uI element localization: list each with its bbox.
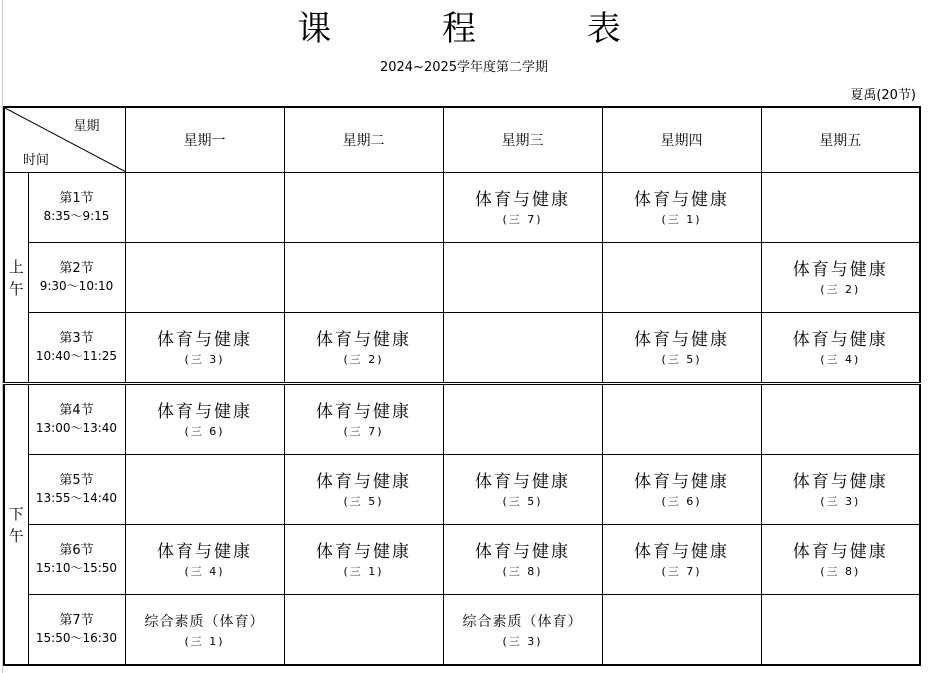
day-header-thu: 星期四 xyxy=(602,107,761,173)
period-label-cell xyxy=(28,455,125,525)
class-cell-thu xyxy=(602,313,761,384)
half-day-char: 上 xyxy=(8,257,24,276)
class-room: (三 1) xyxy=(661,212,702,226)
class-room: (三 5) xyxy=(661,352,702,366)
class-cell-wed xyxy=(443,173,602,243)
period-row xyxy=(4,173,920,243)
course-name: 体育与健康 xyxy=(792,329,888,350)
class-cell-wed xyxy=(443,595,602,666)
period-label-cell xyxy=(28,525,125,595)
class-cell-fri xyxy=(761,313,920,384)
period-row xyxy=(4,243,920,313)
class-cell-mon xyxy=(125,313,284,384)
period-name: 第4节 xyxy=(59,403,94,418)
class-room: (三 7) xyxy=(661,564,702,578)
period-name: 第7节 xyxy=(59,613,94,628)
course-name: 体育与健康 xyxy=(316,329,411,350)
period-name: 第2节 xyxy=(59,261,94,276)
period-row xyxy=(4,595,920,666)
course-name: 体育与健康 xyxy=(792,471,888,492)
class-cell-tue xyxy=(284,243,443,313)
class-room: (三 2) xyxy=(820,282,861,296)
period-row xyxy=(4,455,920,525)
corner-header-cell xyxy=(4,107,125,173)
period-name: 第6节 xyxy=(59,543,94,558)
class-room: (三 8) xyxy=(502,564,543,578)
class-cell-wed xyxy=(443,455,602,525)
page-title: 课 程 表 xyxy=(297,9,671,49)
period-time: 15:50～16:30 xyxy=(35,631,118,645)
course-name: 体育与健康 xyxy=(316,401,411,422)
class-cell-fri xyxy=(761,595,920,666)
period-row xyxy=(4,525,920,595)
course-name: 体育与健康 xyxy=(157,401,252,422)
class-room: (三 3) xyxy=(820,494,861,508)
class-cell-tue xyxy=(284,525,443,595)
course-name: 体育与健康 xyxy=(634,189,729,210)
class-room: (三 5) xyxy=(343,494,384,508)
period-time: 15:10～15:50 xyxy=(35,561,118,575)
class-room: (三 1) xyxy=(343,564,384,578)
class-cell-mon xyxy=(125,525,284,595)
class-cell-fri xyxy=(761,173,920,243)
period-label-cell xyxy=(28,243,125,313)
class-cell-tue xyxy=(284,595,443,666)
class-room: (三 6) xyxy=(184,424,225,438)
semester-subtitle: 2024~2025学年度第二学期 xyxy=(379,60,549,75)
period-name: 第3节 xyxy=(59,331,94,346)
afternoon-label xyxy=(4,384,28,666)
course-name: 综合素质（体育） xyxy=(462,613,583,630)
day-header-tue: 星期二 xyxy=(284,107,443,173)
course-name: 体育与健康 xyxy=(634,471,729,492)
course-name: 体育与健康 xyxy=(792,541,888,562)
half-day-char: 午 xyxy=(8,526,24,545)
class-cell-thu xyxy=(602,525,761,595)
class-cell-wed xyxy=(443,384,602,455)
period-time: 10:40～11:25 xyxy=(35,349,118,363)
class-cell-wed xyxy=(443,243,602,313)
class-cell-tue xyxy=(284,313,443,384)
class-cell-mon xyxy=(125,455,284,525)
class-cell-tue xyxy=(284,384,443,455)
class-cell-fri xyxy=(761,384,920,455)
class-cell-wed xyxy=(443,525,602,595)
class-room: (三 2) xyxy=(343,352,384,366)
day-header-mon: 星期一 xyxy=(125,107,284,173)
class-cell-fri xyxy=(761,455,920,525)
class-room: (三 6) xyxy=(661,494,702,508)
course-name: 体育与健康 xyxy=(157,541,252,562)
period-label-cell xyxy=(28,384,125,455)
class-room: (三 4) xyxy=(820,352,861,366)
class-cell-thu xyxy=(602,595,761,666)
schedule-table xyxy=(3,106,921,666)
class-cell-mon xyxy=(125,243,284,313)
class-room: (三 3) xyxy=(184,352,225,366)
class-room: (三 3) xyxy=(502,634,543,648)
course-name: 体育与健康 xyxy=(634,329,729,350)
day-header-wed: 星期三 xyxy=(443,107,602,173)
course-name: 综合素质（体育） xyxy=(144,613,265,630)
class-cell-thu xyxy=(602,243,761,313)
period-label-cell xyxy=(28,595,125,666)
class-cell-tue xyxy=(284,173,443,243)
period-time: 9:30～10:10 xyxy=(39,279,114,293)
course-name: 体育与健康 xyxy=(475,189,570,210)
class-cell-mon xyxy=(125,384,284,455)
class-room: (三 7) xyxy=(502,212,543,226)
course-name: 体育与健康 xyxy=(316,541,411,562)
period-name: 第1节 xyxy=(59,191,94,206)
period-label-cell xyxy=(28,173,125,243)
corner-time-label: 时间 xyxy=(23,153,50,168)
course-name: 体育与健康 xyxy=(634,541,729,562)
course-name: 体育与健康 xyxy=(316,471,411,492)
teacher-label: 夏禹(20节) xyxy=(850,88,916,103)
period-label-cell xyxy=(28,313,125,384)
class-cell-fri xyxy=(761,243,920,313)
class-cell-wed xyxy=(443,313,602,384)
class-room: (三 4) xyxy=(184,564,225,578)
course-name: 体育与健康 xyxy=(792,259,888,280)
class-cell-thu xyxy=(602,384,761,455)
period-name: 第5节 xyxy=(59,473,94,488)
course-name: 体育与健康 xyxy=(157,329,252,350)
period-time: 13:00～13:40 xyxy=(35,421,118,435)
class-cell-fri xyxy=(761,525,920,595)
period-time: 13:55～14:40 xyxy=(35,491,118,505)
half-day-char: 下 xyxy=(8,504,24,523)
corner-weekday-label: 星期 xyxy=(73,119,100,134)
period-row xyxy=(4,384,920,455)
header-row xyxy=(4,107,920,173)
class-cell-mon xyxy=(125,595,284,666)
period-row xyxy=(4,313,920,384)
day-header-fri: 星期五 xyxy=(761,107,920,173)
class-cell-thu xyxy=(602,173,761,243)
class-room: (三 5) xyxy=(502,494,543,508)
course-name: 体育与健康 xyxy=(475,541,570,562)
class-room: (三 8) xyxy=(820,564,861,578)
class-cell-mon xyxy=(125,173,284,243)
class-room: (三 1) xyxy=(184,634,225,648)
period-rows xyxy=(4,173,920,666)
period-time: 8:35～9:15 xyxy=(43,209,110,223)
course-name: 体育与健康 xyxy=(475,471,570,492)
morning-label xyxy=(4,173,28,384)
half-day-char: 午 xyxy=(8,279,24,298)
class-room: (三 7) xyxy=(343,424,384,438)
class-cell-thu xyxy=(602,455,761,525)
class-cell-tue xyxy=(284,455,443,525)
